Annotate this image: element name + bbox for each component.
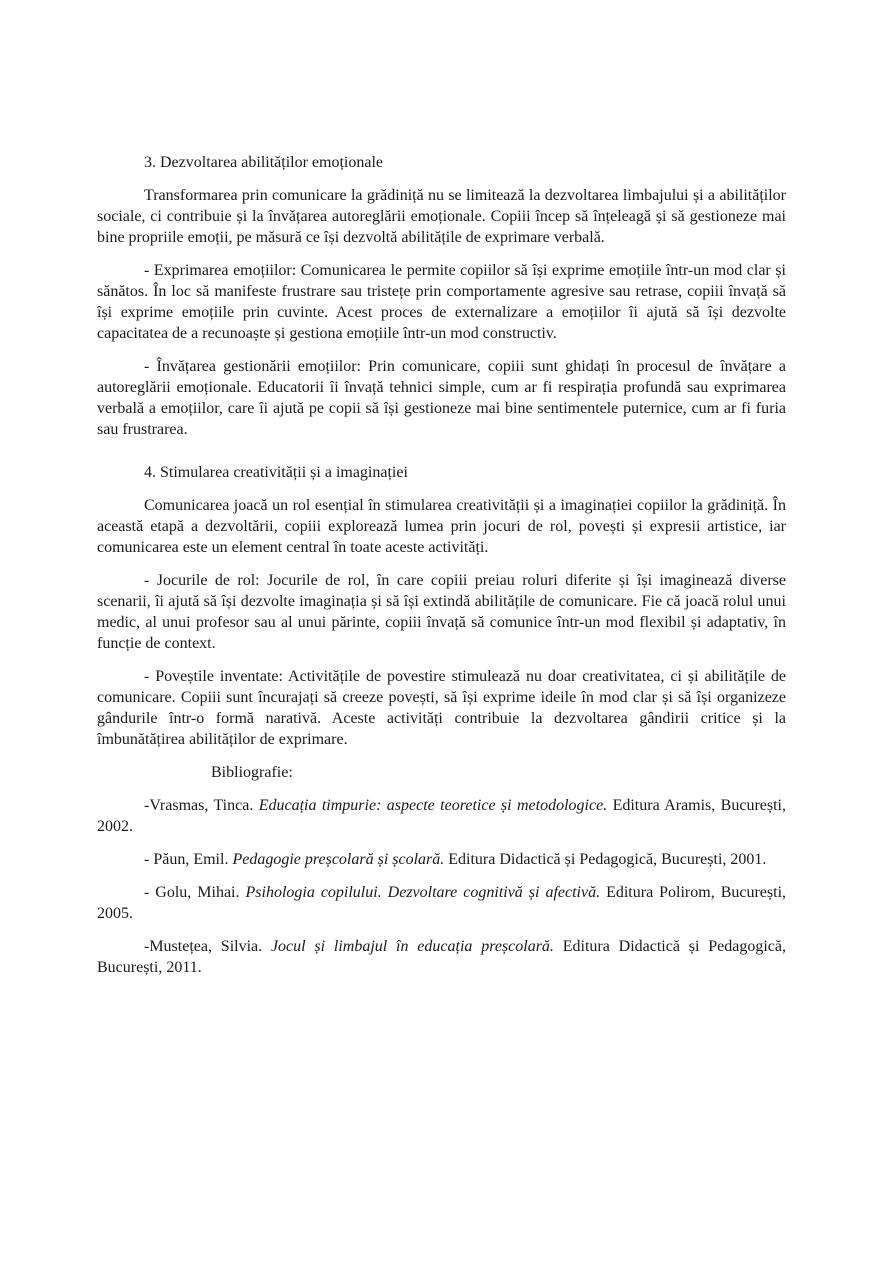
italic-text-run: Educația timpurie: aspecte teoretice și metodologice. [258,797,608,814]
text-run: - Golu, Mihai. [144,884,246,901]
section-heading-4 [97,462,786,483]
text-run: Transformarea prin comunicare la grădiniță nu se limitează la dezvoltarea limbajului și a abilităților sociale, ci contribuie și la învățarea autoreglării emoționale. Copiii încep să înțeleagă și să gestioneze mai bine propriile emoții, pe măsură ce își dezvoltă abilitățile de exprimare verbală. [97,187,786,246]
text-run: - Exprimarea emoțiilor: Comunicarea le permite copiilor să își exprime emoțiile într-un mod clar și sănătos. În loc să manifeste frustrare sau tristețe prin comportamente agresive sau retrase, copiii învață să își exprime emoțiile prin cuvinte. Acest proces de externalizare a emoțiilor îi ajută să își dezvolte capacitatea de a recunoaște și gestiona emoțiile într-un mod constructiv. [97,262,786,342]
text-run: Comunicarea joacă un rol esențial în stimularea creativității și a imaginației copiilor la grădiniță. În această etapă a dezvoltării, copiii explorează lumea prin jocuri de rol, povești și expresii artistice, iar comunicarea este un element central în toate aceste activități. [97,497,786,556]
italic-text-run: Psihologia copilului. Dezvoltare cognitivă și afectivă. [245,884,601,901]
paragraph-intro-4 [97,495,786,558]
text-run: 4. Stimularea creativității și a imaginației [144,464,408,481]
text-run: Editura Polirom, București, 2005. [97,884,787,922]
text-run: - Jocurile de rol: Jocurile de rol, în care copiii preiau roluri diferite și își imaginează diverse scenarii, îi ajută să își dezvolte imaginația și să își extindă abilitățile de comunicare. Fie că joacă rolul unui medic, al unui profesor sau al unui părinte, copiii învață să comunice într-un mod flexibil și adaptativ, în funcție de context. [97,572,786,652]
bibliography-entry-vrasmas [97,795,786,837]
text-run: - Păun, Emil. [144,851,233,868]
bibliography-entry-paun [97,849,786,870]
text-run: -Vrasmas, Tinca. [144,797,259,814]
text-run: - Învățarea gestionării emoțiilor: Prin comunicare, copiii sunt ghidați în procesul de învățare a autoreglării emoționale. Educatorii îi învață tehnici simple, cum ar fi respirația profundă sau exprimarea verbală a emoțiilor, care îi ajută pe copii să își gestioneze mai bine sentimentele puternice, cum ar fi furia sau frustrarea. [97,358,786,438]
document-content [97,152,786,990]
bibliography-entry-mustetea [97,936,786,978]
paragraph-povestile-inventate [97,666,786,750]
paragraph-jocurile-de-rol [97,570,786,654]
paragraph-invatarea-gestionarii [97,356,786,440]
text-run: Editura Didactică și Pedagogică, București, 2001. [444,851,767,868]
text-run: Editura Aramis, București, 2002. [97,797,786,835]
section-heading-3 [97,152,786,173]
italic-text-run: Jocul și limbajul în educația preșcolară. [270,938,554,955]
text-run: - Poveștile inventate: Activitățile de povestire stimulează nu doar creativitatea, ci și abilitățile de comunicare. Copiii sunt încurajați să creeze povești, să își exprime ideile în mod clar și să își organizeze gândurile într-o formă narativă. Aceste activități contribuie la dezvoltarea gândirii critice și la îmbunătățirea abilităților de exprimare. [97,668,786,748]
text-run: Bibliografie: [211,764,293,781]
text-run: -Mustețea, Silvia. [144,938,271,955]
italic-text-run: Pedagogie preșcolară și școlară. [232,851,445,868]
paragraph-intro-3 [97,185,786,248]
text-run: Editura Didactică și Pedagogică, București, 2011. [97,938,786,976]
bibliography-heading [97,762,786,783]
bibliography-entry-golu [97,882,786,924]
text-run: 3. Dezvoltarea abilităților emoționale [144,154,384,171]
paragraph-exprimarea-emotiilor [97,260,786,344]
